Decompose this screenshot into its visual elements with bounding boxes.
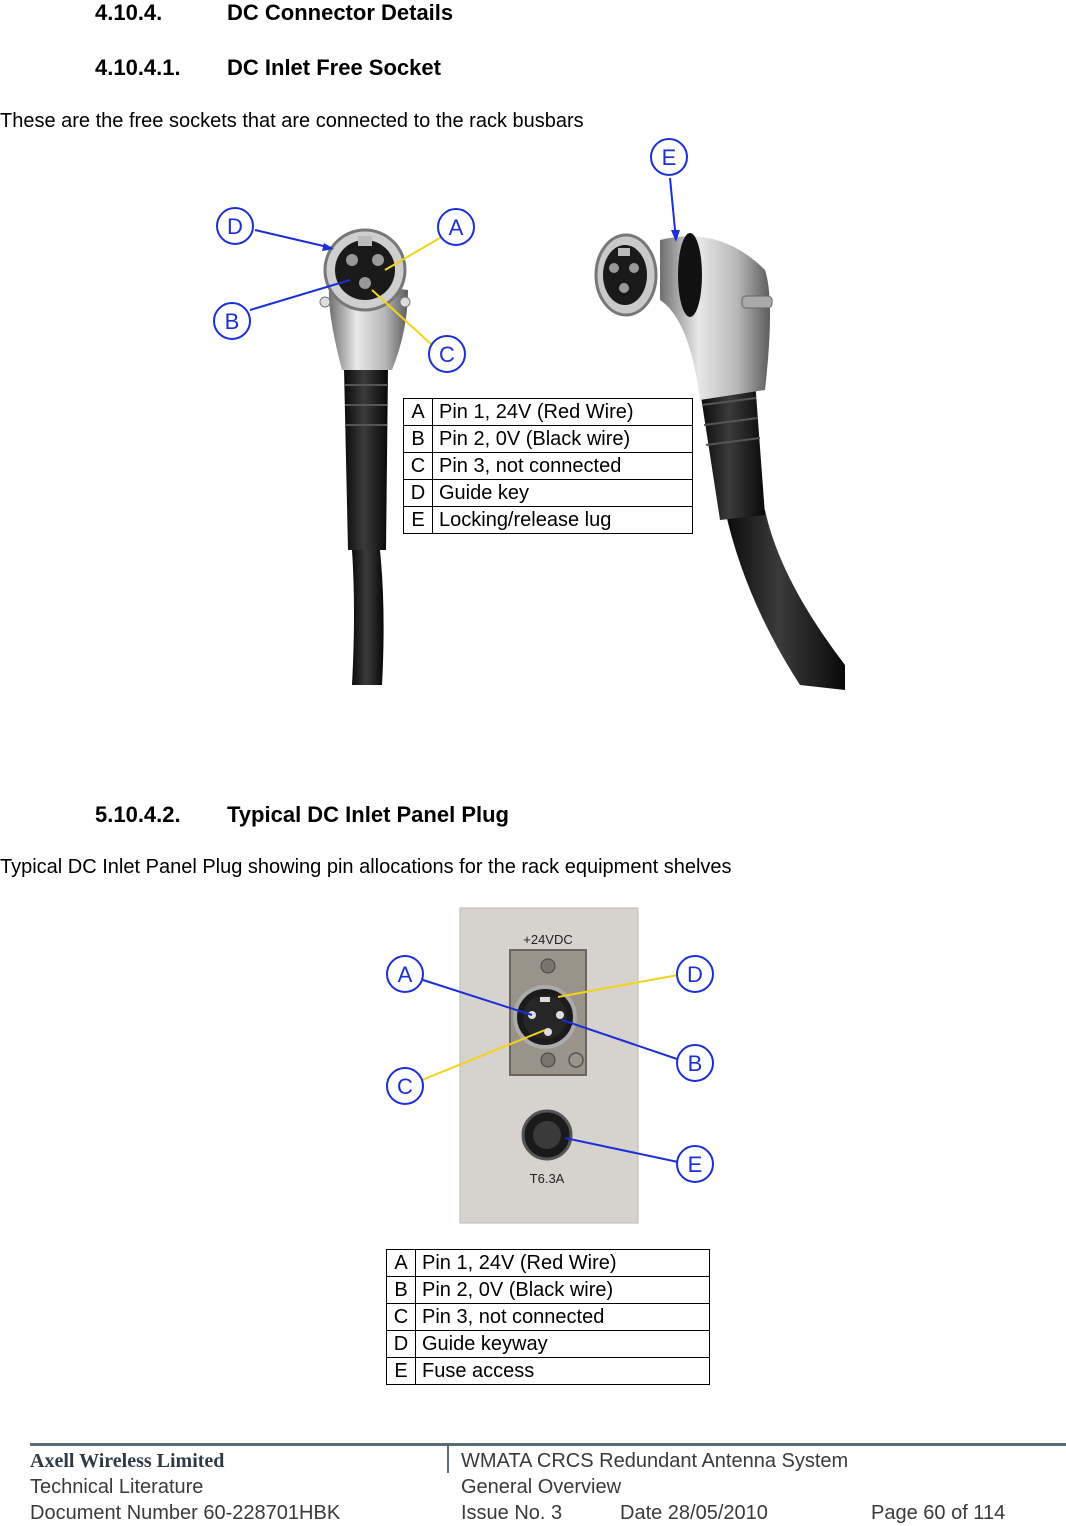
subsection1-title: DC Inlet Free Socket <box>227 55 441 80</box>
footer-page: Page 60 of 114 <box>871 1502 1006 1524</box>
callout-a-label: A <box>448 215 464 240</box>
legend-row <box>404 426 693 453</box>
panel-plug-legend-rows <box>387 1250 710 1385</box>
legend-row <box>387 1304 710 1331</box>
subsection2-number: 5.10.4.2. <box>95 802 181 827</box>
section-number: 4.10.4. <box>95 0 163 25</box>
legend-key: B <box>404 426 433 453</box>
panel-plug-legend-table <box>386 1249 710 1385</box>
callout-e2-label: E <box>687 1152 703 1177</box>
subsection1-description: These are the free sockets that are connected to the rack busbars <box>0 110 584 132</box>
callout-d-label: D <box>227 214 243 239</box>
section-title: DC Connector Details <box>227 0 454 25</box>
legend-text: Pin 2, 0V (Black wire) <box>433 426 693 453</box>
legend-row <box>404 399 693 426</box>
subsection2-description: Typical DC Inlet Panel Plug showing pin allocations for the rack equipment shelves <box>0 856 732 878</box>
footer-rule <box>30 1443 1066 1446</box>
legend-text: Pin 3, not connected <box>433 453 693 480</box>
callout-c2-label: C <box>397 1074 413 1099</box>
footer-divider <box>447 1443 449 1473</box>
callout-d2-label: D <box>687 962 703 987</box>
legend-key: C <box>404 453 433 480</box>
legend-text: Pin 1, 24V (Red Wire) <box>433 399 693 426</box>
callout-e-label: E <box>661 145 677 170</box>
legend-key: C <box>387 1304 416 1331</box>
legend-row <box>387 1277 710 1304</box>
legend-row <box>404 507 693 534</box>
footer-document-number: Document Number 60-228701HBK <box>30 1502 341 1524</box>
free-socket-legend-rows <box>404 399 693 534</box>
footer-company: Axell Wireless Limited <box>30 1450 225 1472</box>
free-socket-legend-table <box>403 398 693 534</box>
legend-text: Pin 1, 24V (Red Wire) <box>416 1250 710 1277</box>
legend-row <box>404 453 693 480</box>
legend-text: Pin 3, not connected <box>416 1304 710 1331</box>
legend-text: Locking/release lug <box>433 507 693 534</box>
legend-key: D <box>387 1331 416 1358</box>
callout-c-label: C <box>439 342 455 367</box>
callout-b2-label: B <box>687 1051 703 1076</box>
legend-key: E <box>387 1358 416 1385</box>
legend-key: A <box>404 399 433 426</box>
legend-key: A <box>387 1250 416 1277</box>
panel-label-fuse: T6.3A <box>529 1171 565 1186</box>
legend-text: Guide key <box>433 480 693 507</box>
footer-date: Date 28/05/2010 <box>620 1502 768 1524</box>
callout-a2-label: A <box>397 962 413 987</box>
legend-key: B <box>387 1277 416 1304</box>
subsection2-heading <box>95 802 795 828</box>
footer-system-name: WMATA CRCS Redundant Antenna System <box>461 1450 849 1472</box>
legend-text: Pin 2, 0V (Black wire) <box>416 1277 710 1304</box>
legend-row <box>387 1358 710 1385</box>
panel-plug-photo <box>0 900 1066 1230</box>
footer-overview: General Overview <box>461 1476 622 1498</box>
panel-label-voltage: +24VDC <box>523 932 573 947</box>
legend-row <box>404 480 693 507</box>
pointer-d-line <box>255 230 332 248</box>
footer-literature: Technical Literature <box>30 1476 204 1498</box>
subsection2-title: Typical DC Inlet Panel Plug <box>227 802 509 827</box>
subsection1-number: 4.10.4.1. <box>95 55 181 80</box>
footer-issue: Issue No. 3 <box>461 1502 563 1524</box>
legend-text: Guide keyway <box>416 1331 710 1358</box>
legend-key: D <box>404 480 433 507</box>
legend-row <box>387 1331 710 1358</box>
section-heading <box>95 0 695 26</box>
legend-row <box>387 1250 710 1277</box>
left-connector <box>320 230 410 685</box>
legend-key: E <box>404 507 433 534</box>
legend-text: Fuse access <box>416 1358 710 1385</box>
callout-b-label: B <box>224 309 240 334</box>
subsection1-heading <box>95 55 695 81</box>
